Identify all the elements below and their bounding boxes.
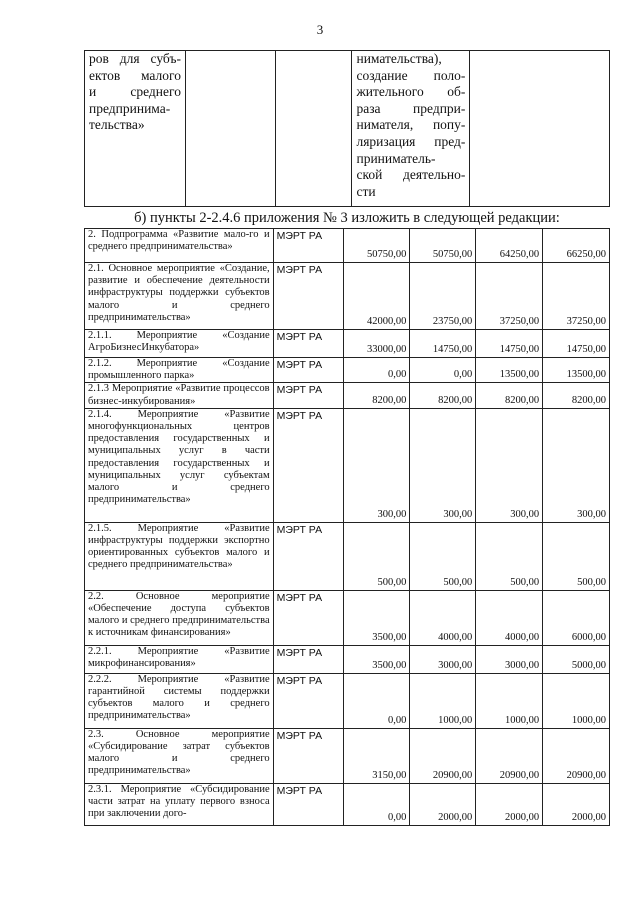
row-executor: МЭРТ РА xyxy=(273,522,344,590)
row-value: 2000,00 xyxy=(410,783,476,825)
text-line: ров для субъ- xyxy=(89,51,181,66)
row-value: 37250,00 xyxy=(543,263,610,330)
page-number: 3 xyxy=(316,22,324,37)
text-line: ляризация пред- xyxy=(356,133,466,149)
row-value: 66250,00 xyxy=(543,229,610,263)
row-value: 5000,00 xyxy=(543,645,610,673)
text-line: нимателя, попу- xyxy=(356,117,466,133)
row-value: 20900,00 xyxy=(410,728,476,783)
text-line: создание поло- xyxy=(356,67,466,83)
table-row xyxy=(85,590,610,645)
row-value: 8200,00 xyxy=(410,383,476,408)
row-name: 2.1. Основное мероприятие «Создание, развитие и обеспечение деятельности инфраструктуры поддержки субъектов малого и среднего предпринимательства» xyxy=(85,263,274,330)
empty-cell xyxy=(185,51,275,207)
row-value: 23750,00 xyxy=(410,263,476,330)
row-value: 0,00 xyxy=(344,358,410,383)
row-value: 300,00 xyxy=(410,408,476,522)
row-executor: МЭРТ РА xyxy=(273,590,344,645)
table-row xyxy=(85,383,610,408)
row-value: 3500,00 xyxy=(344,590,410,645)
row-value: 3000,00 xyxy=(410,645,476,673)
row-name: 2.1.3 Мероприятие «Развитие процессов бизнес-инкубирования» xyxy=(85,383,274,408)
row-value: 1000,00 xyxy=(543,673,610,728)
row-value: 0,00 xyxy=(344,783,410,825)
row-value: 6000,00 xyxy=(543,590,610,645)
row-name: 2.1.2. Мероприятие «Создание промышленного парка» xyxy=(85,358,274,383)
row-value: 50750,00 xyxy=(344,229,410,263)
row-value: 13500,00 xyxy=(543,358,610,383)
table-row xyxy=(85,783,610,825)
row-value: 300,00 xyxy=(476,408,543,522)
row-value: 300,00 xyxy=(543,408,610,522)
row-name: 2.2.1. Мероприятие «Развитие микрофинансирования» xyxy=(85,645,274,673)
text-line: приниматель- xyxy=(356,150,436,166)
row-name: 2.3.1. Мероприятие «Субсидирование части затрат на уплату первого взноса при заключении дого- xyxy=(85,783,274,825)
row-value: 14750,00 xyxy=(410,330,476,358)
text-line: тельства» xyxy=(89,117,145,133)
row-value: 1000,00 xyxy=(410,673,476,728)
text-line: ектов малого xyxy=(89,67,181,83)
table-row xyxy=(85,673,610,728)
row-executor: МЭРТ РА xyxy=(273,673,344,728)
row-value: 0,00 xyxy=(410,358,476,383)
row-name: 2.2. Основное мероприятие «Обеспечение доступа субъектов малого и среднего предпринимательства к источникам финансирования» xyxy=(85,590,274,645)
row-value: 1000,00 xyxy=(476,673,543,728)
row-executor: МЭРТ РА xyxy=(273,645,344,673)
row-value: 8200,00 xyxy=(543,383,610,408)
continuation-left-cell xyxy=(85,51,186,207)
table-row xyxy=(85,229,610,263)
row-executor: МЭРТ РА xyxy=(273,728,344,783)
row-value: 2000,00 xyxy=(543,783,610,825)
text-line: сти xyxy=(356,183,376,199)
table-row xyxy=(85,522,610,590)
row-executor: МЭРТ РА xyxy=(273,408,344,522)
table-row xyxy=(85,358,610,383)
row-value: 3150,00 xyxy=(344,728,410,783)
row-value: 500,00 xyxy=(344,522,410,590)
text-line: жительного об- xyxy=(356,84,466,100)
row-executor: МЭРТ РА xyxy=(273,263,344,330)
intro-paragraph: б) пункты 2-2.4.6 приложения № 3 изложить в следующей редакции: xyxy=(134,210,560,226)
row-value: 3000,00 xyxy=(476,645,543,673)
row-executor: МЭРТ РА xyxy=(273,330,344,358)
row-value: 20900,00 xyxy=(543,728,610,783)
row-name: 2.3. Основное мероприятие «Субсидирование затрат субъектов малого и среднего предпринимательства» xyxy=(85,728,274,783)
row-value: 33000,00 xyxy=(344,330,410,358)
row-value: 13500,00 xyxy=(476,358,543,383)
row-name: 2.1.4. Мероприятие «Развитие многофункциональных центров предоставления государственных и муниципальных услуг в части предоставления государственных и муниципальных услуг субъектам малого и среднего предпринимательства» xyxy=(85,408,274,522)
row-executor: МЭРТ РА xyxy=(273,783,344,825)
row-value: 500,00 xyxy=(543,522,610,590)
continuation-table xyxy=(84,50,610,207)
empty-cell xyxy=(470,51,610,207)
row-value: 50750,00 xyxy=(410,229,476,263)
text-line: и среднего xyxy=(89,84,181,100)
row-value: 4000,00 xyxy=(476,590,543,645)
text-line: ской деятельно- xyxy=(356,167,466,183)
table-row xyxy=(85,645,610,673)
row-value: 8200,00 xyxy=(344,383,410,408)
row-name: 2. Подпрограмма «Развитие мало-го и среднего предпринимательства» xyxy=(85,229,274,263)
row-value: 20900,00 xyxy=(476,728,543,783)
program-table xyxy=(84,228,610,826)
row-value: 300,00 xyxy=(344,408,410,522)
text-line: нимательства), xyxy=(356,51,442,66)
row-value: 42000,00 xyxy=(344,263,410,330)
empty-cell xyxy=(275,51,352,207)
row-value: 0,00 xyxy=(344,673,410,728)
row-value: 8200,00 xyxy=(476,383,543,408)
table-row xyxy=(85,408,610,522)
row-value: 14750,00 xyxy=(476,330,543,358)
text-line: предпринима- xyxy=(89,100,171,116)
row-value: 500,00 xyxy=(476,522,543,590)
row-value: 500,00 xyxy=(410,522,476,590)
row-value: 37250,00 xyxy=(476,263,543,330)
row-executor: МЭРТ РА xyxy=(273,229,344,263)
table-row xyxy=(85,330,610,358)
row-name: 2.1.5. Мероприятие «Развитие инфраструктуры поддержки экспортно ориентированных субъектов малого и среднего предпринимательства» xyxy=(85,522,274,590)
row-name: 2.2.2. Мероприятие «Развитие гарантийной системы поддержки субъектов малого и среднего предпринимательства» xyxy=(85,673,274,728)
row-executor: МЭРТ РА xyxy=(273,383,344,408)
table-row xyxy=(85,263,610,330)
row-value: 14750,00 xyxy=(543,330,610,358)
row-value: 3500,00 xyxy=(344,645,410,673)
continuation-right-cell xyxy=(352,51,470,207)
row-executor: МЭРТ РА xyxy=(273,358,344,383)
row-value: 2000,00 xyxy=(476,783,543,825)
row-value: 64250,00 xyxy=(476,229,543,263)
row-name: 2.1.1. Мероприятие «Создание АгроБизнесИнкубатора» xyxy=(85,330,274,358)
row-value: 4000,00 xyxy=(410,590,476,645)
text-line: раза предпри- xyxy=(356,100,466,116)
table-row xyxy=(85,728,610,783)
